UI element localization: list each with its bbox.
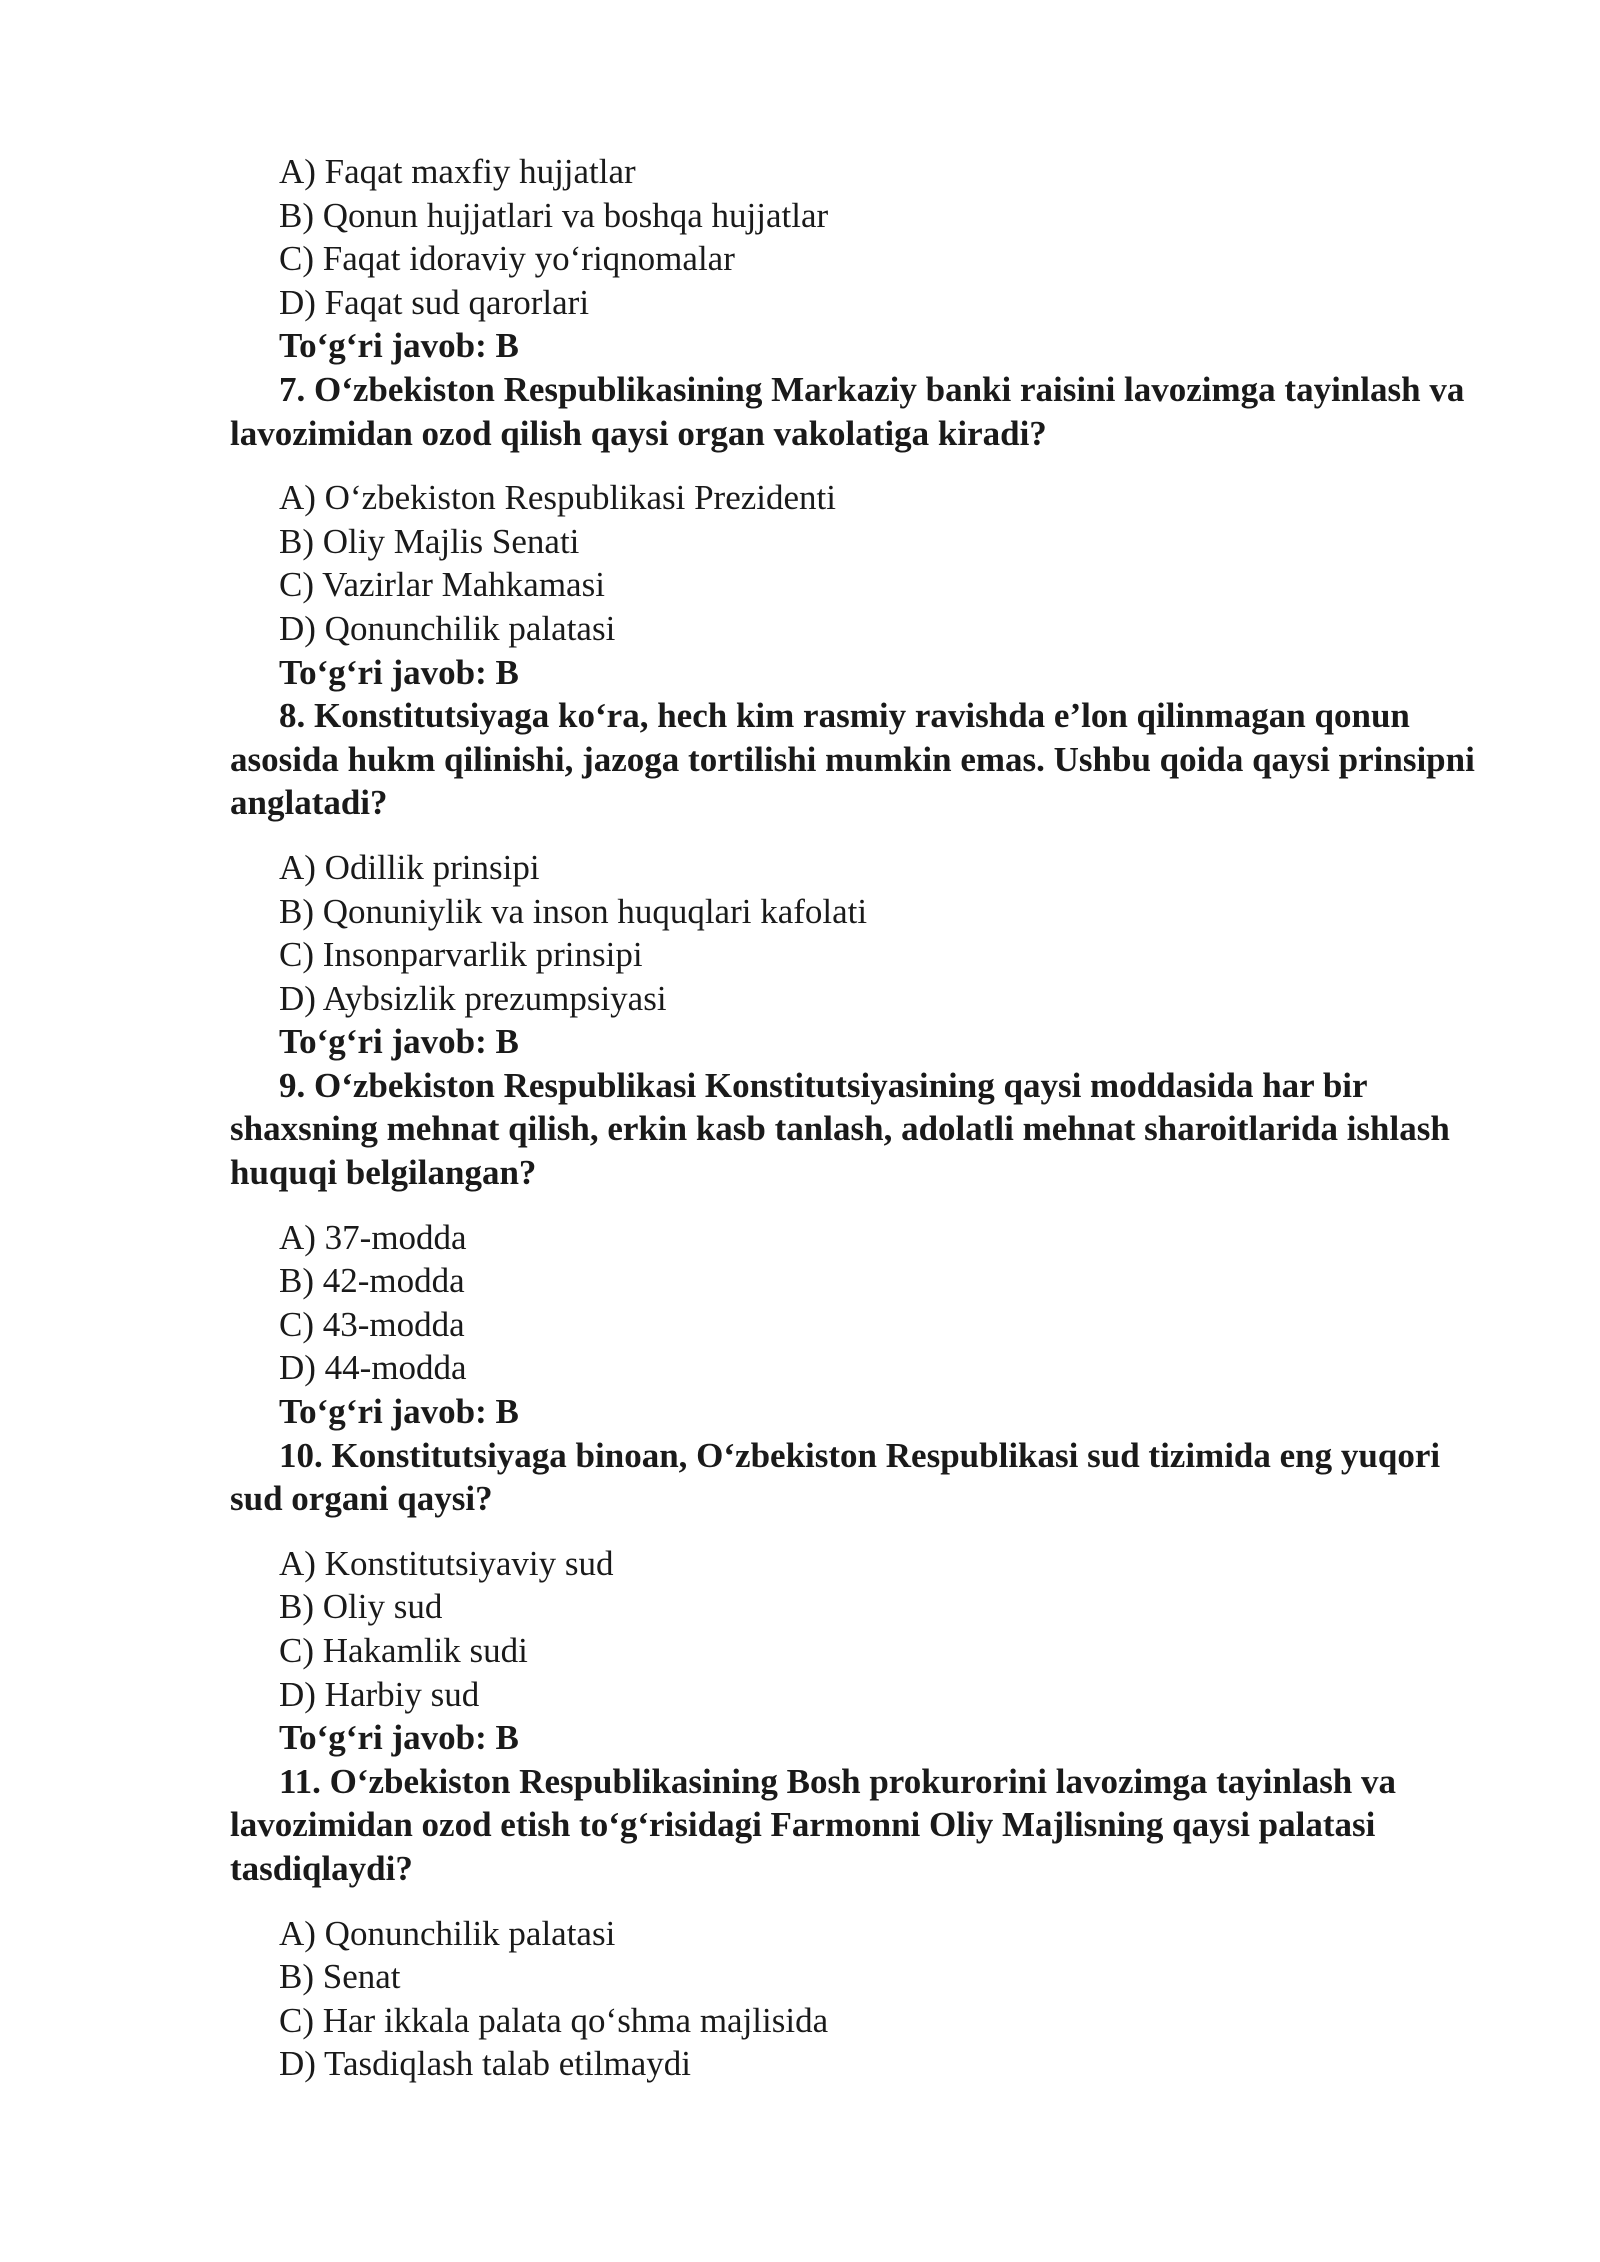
- document-page: [230, 150, 1500, 2086]
- option-d: D) Tasdiqlash talab etilmaydi: [279, 2044, 691, 2084]
- option-a: A) Qonunchilik palatasi: [279, 1913, 616, 1953]
- question-6-tail: [230, 150, 1500, 368]
- question-8: [230, 694, 1500, 1064]
- option-d: D) Faqat sud qarorlari: [279, 282, 590, 322]
- question-9: [230, 1064, 1500, 1434]
- option-d: D) Harbiy sud: [279, 1674, 480, 1714]
- correct-answer: To‘g‘ri javob: B: [279, 1392, 519, 1432]
- option-a: A) Faqat maxfiy hujjatlar: [279, 152, 636, 191]
- correct-answer: To‘g‘ri javob: B: [279, 1022, 519, 1062]
- question-text: 9. O‘zbekiston Respublikasi Konstitutsiyasining qaysi moddasida har bir shaxsning mehnat qilish, erkin kasb tanlash, adolatli mehnat sharoitlarida ishlash huquqi belgilangan?: [230, 1065, 1450, 1193]
- option-c: C) Insonparvarlik prinsipi: [279, 935, 643, 975]
- correct-answer: To‘g‘ri javob: B: [279, 652, 519, 692]
- question-7: [230, 368, 1500, 694]
- question-text: 8. Konstitutsiyaga ko‘ra, hech kim rasmiy ravishda e’lon qilinmagan qonun asosida hukm qilinishi, jazoga tortilishi mumkin emas. Ushbu qoida qaysi prinsipni anglatadi?: [230, 696, 1475, 823]
- question-11: [230, 1760, 1500, 2086]
- question-text: 7. O‘zbekiston Respublikasining Markaziy banki raisini lavozimga tayinlash va lavozimidan ozod qilish qaysi organ vakolatiga kiradi?: [230, 369, 1465, 453]
- option-c: C) Faqat idoraviy yo‘riqnomalar: [279, 239, 735, 279]
- option-a: A) O‘zbekiston Respublikasi Prezidenti: [279, 478, 836, 518]
- option-a: A) Odillik prinsipi: [279, 847, 540, 887]
- option-c: C) 43-modda: [279, 1304, 465, 1344]
- option-a: A) 37-modda: [279, 1217, 467, 1257]
- option-d: D) 44-modda: [279, 1348, 467, 1388]
- option-a: A) Konstitutsiyaviy sud: [279, 1543, 614, 1583]
- option-d: D) Qonunchilik palatasi: [279, 608, 616, 648]
- option-b: B) Qonuniylik va inson huquqlari kafolati: [279, 891, 868, 931]
- option-b: B) Senat: [279, 1957, 401, 1997]
- option-b: B) Oliy Majlis Senati: [279, 521, 580, 561]
- option-c: C) Vazirlar Mahkamasi: [279, 565, 605, 605]
- correct-answer: To‘g‘ri javob: B: [279, 326, 519, 366]
- option-d: D) Aybsizlik prezumpsiyasi: [279, 978, 667, 1018]
- option-b: B) Qonun hujjatlari va boshqa hujjatlar: [279, 195, 829, 235]
- question-10: [230, 1434, 1500, 1760]
- question-text: 11. O‘zbekiston Respublikasining Bosh prokurorini lavozimga tayinlash va lavozimidan ozod etish to‘g‘risidagi Farmonni Oliy Majlisning qaysi palatasi tasdiqlaydi?: [230, 1761, 1397, 1888]
- option-b: B) Oliy sud: [279, 1587, 443, 1627]
- option-c: C) Hakamlik sudi: [279, 1631, 528, 1670]
- question-text: 10. Konstitutsiyaga binoan, O‘zbekiston Respublikasi sud tizimida eng yuqori sud organi qaysi?: [230, 1435, 1441, 1519]
- option-b: B) 42-modda: [279, 1261, 465, 1301]
- option-c: C) Har ikkala palata qo‘shma majlisida: [279, 2000, 829, 2040]
- correct-answer: To‘g‘ri javob: B: [279, 1718, 519, 1758]
